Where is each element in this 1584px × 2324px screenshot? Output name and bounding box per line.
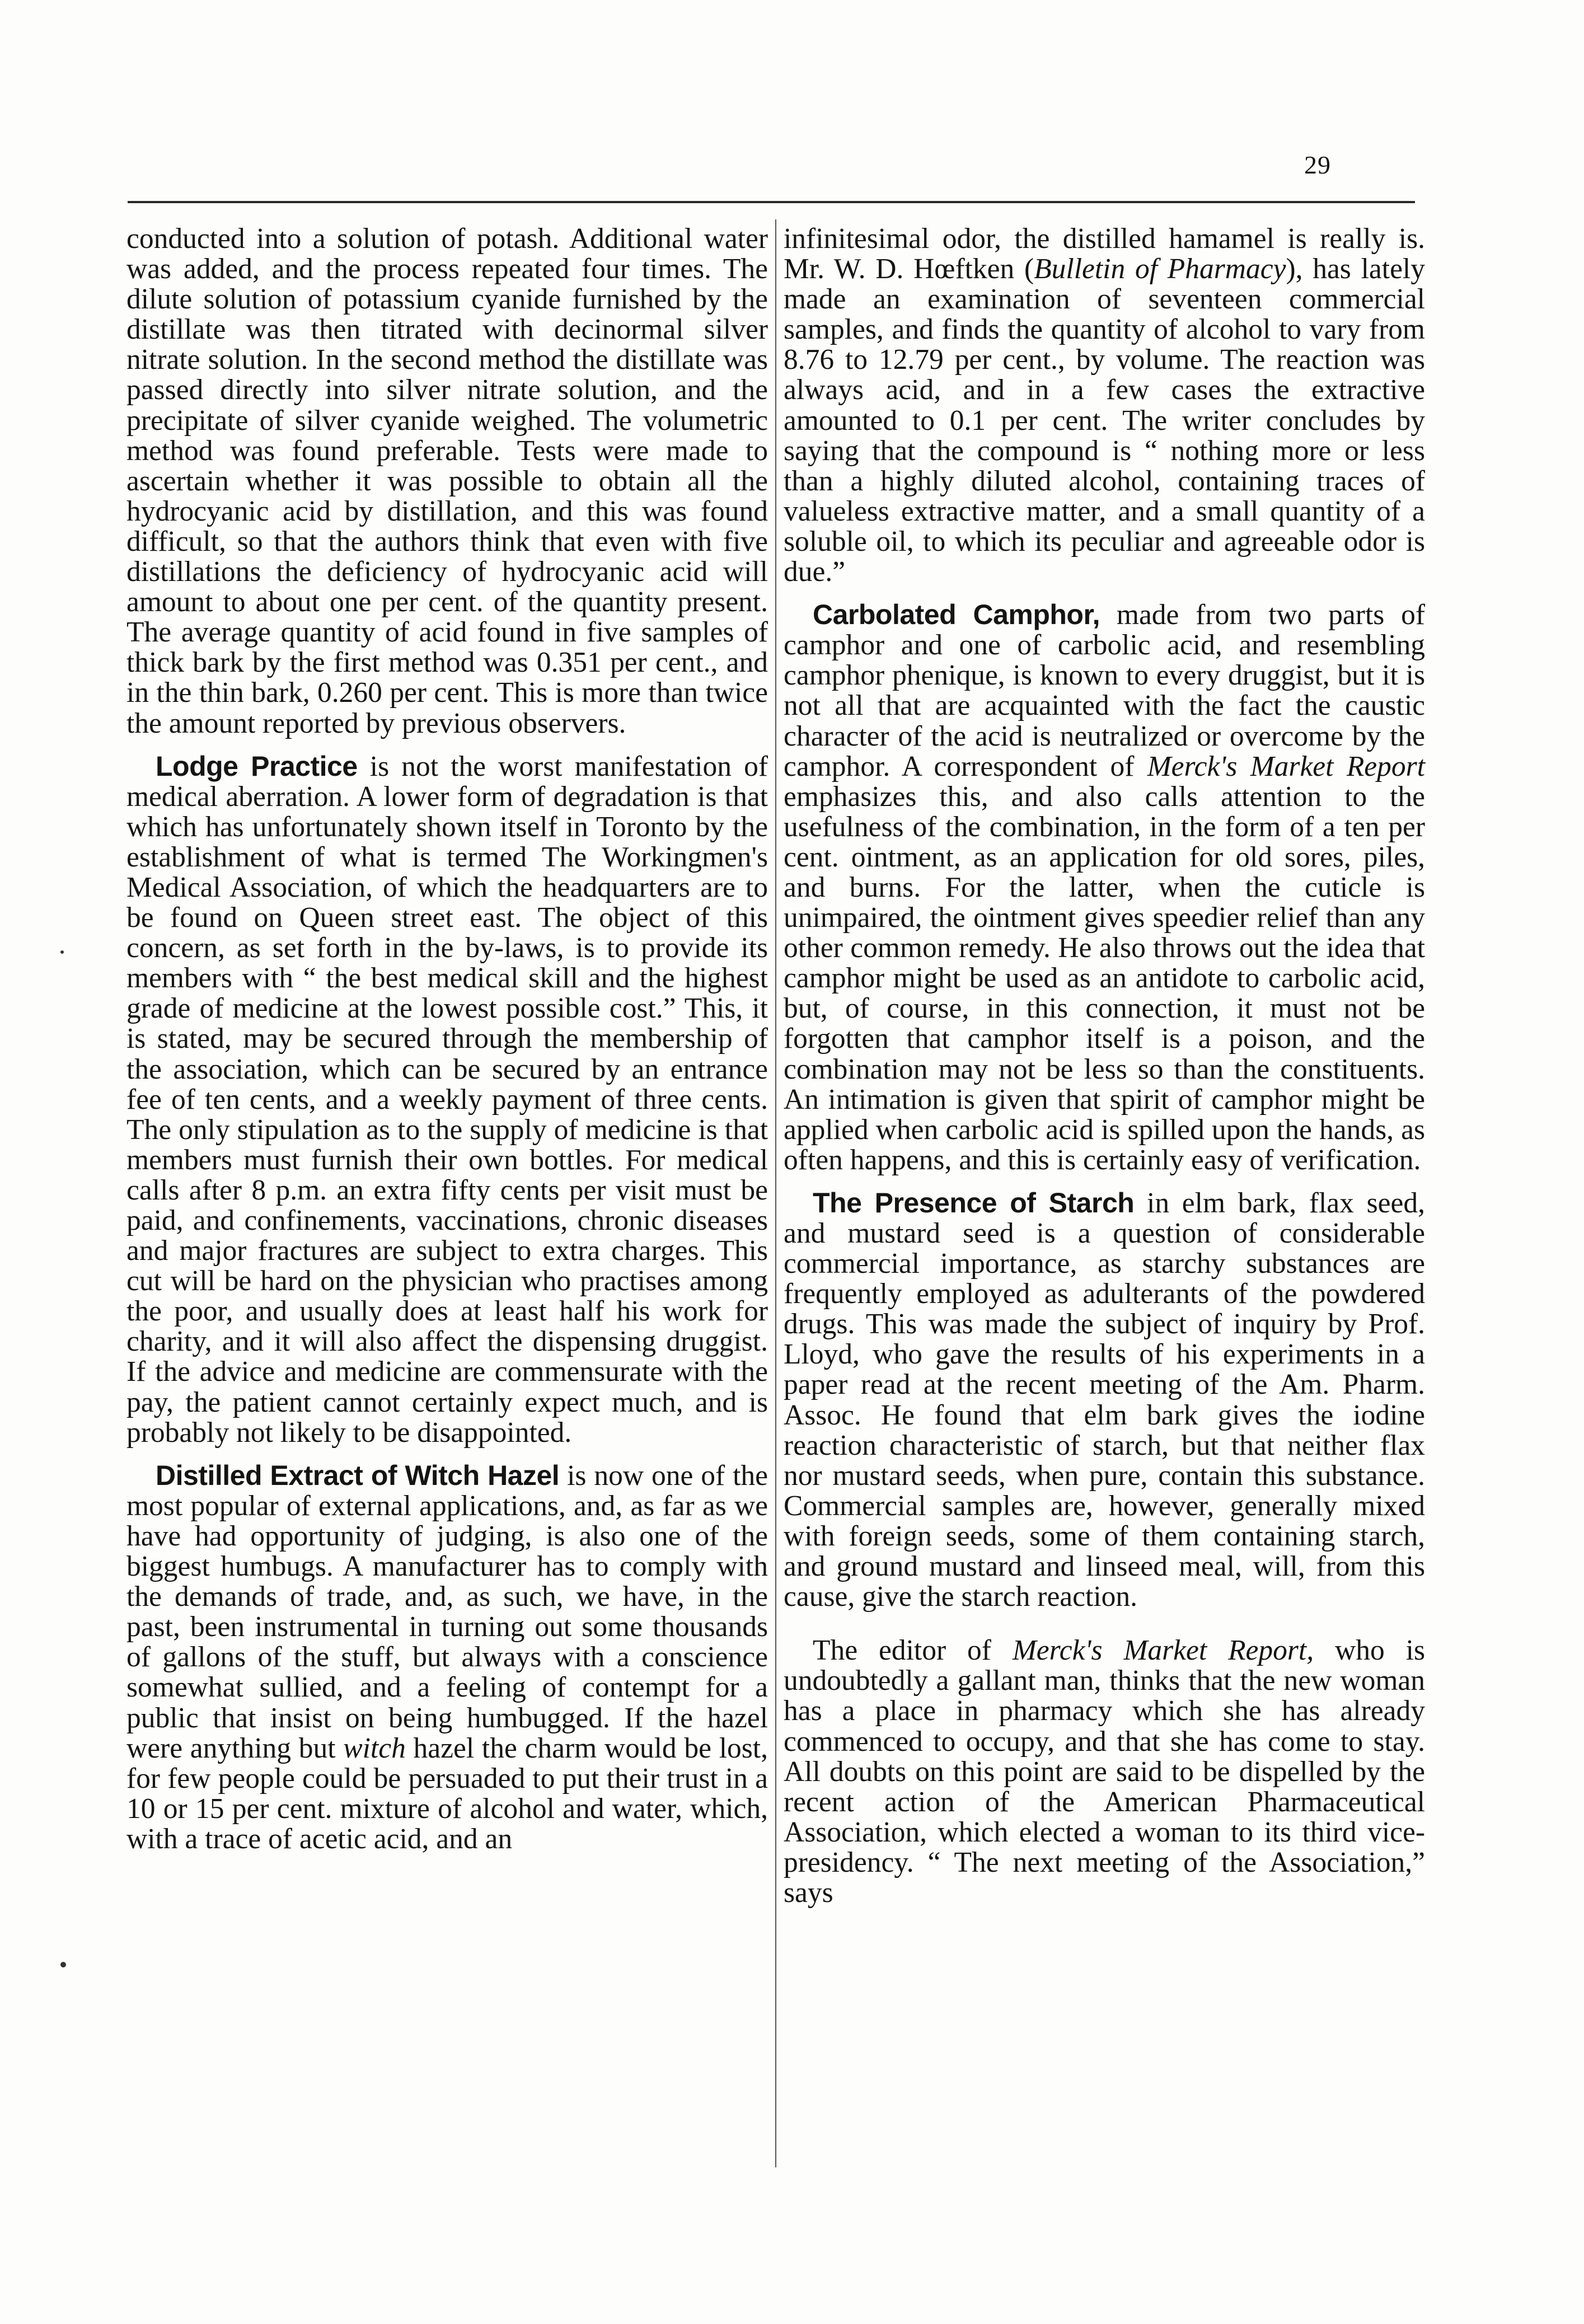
section-heading-presence-of-starch: The Presence of Starch	[813, 1187, 1135, 1219]
paragraph-presence-of-starch	[784, 1188, 1425, 1612]
paragraph-text: in elm bark, flax seed, and mustard seed is a question of considerable commercial importance, as starchy substances are frequently employed as adulterants of the powdered drugs. This was made the subject of inquiry by Prof. Lloyd, who gave the results of his experiments in a paper read at the recent meeting of the Am. Pharm. Assoc. He found that elm bark gives the iodine reaction characteristic of starch, but that neither flax nor mustard seeds, when pure, contain this substance. Commercial samples are, however, generally mixed with foreign seeds, some of them containing starch, and ground mustard and linseed meal, will, from this cause, give the starch reaction.	[784, 1187, 1425, 1613]
paragraph-hydrocyanic: conducted into a solution of potash. Additional water was added, and the process repeated four times. The dilute solution of potassium cyanide furnished by the distillate was then titrated with decinormal silver nitrate solution. In the second method the distillate was passed directly into silver nitrate solution, and the precipitate of silver cyanide weighed. The volumetric method was found preferable. Tests were made to ascertain whether it was possible to obtain all the hydrocyanic acid by distillation, and this was found difficult, so that the authors think that even with five distillations the deficiency of hydrocyanic acid will amount to about one per cent. of the quantity present. The average quantity of acid found in five samples of thick bark by the first method was 0.351 per cent., and in the thin bark, 0.260 per cent. This is more than twice the amount reported by previous observers.	[126, 223, 768, 739]
journal-title: Merck's Market Report	[1147, 750, 1425, 783]
paragraph-text: is now one of the most popular of external applications, and, as far as we have had opportunity of judging, is also one of the biggest humbugs. A manufacturer has to comply with the demands of trade, and, as such, we have, in the past, been instrumental in turning out some thousands of gallons of the stuff, but always with a conscience somewhat sullied, and a feeling of contempt for a public that insist on being humbugged. If the hazel were anything but	[126, 1459, 768, 1764]
page-number: 29	[1304, 151, 1331, 179]
paragraph-text: infinitesimal odor, the distilled hamamel is really is. Mr. W. D. Hœftken (	[784, 223, 1425, 285]
column-divider	[775, 219, 776, 2167]
header-rule	[128, 201, 1415, 203]
italic-word: witch	[343, 1732, 406, 1764]
journal-title: Merck's Market Report,	[1012, 1634, 1314, 1667]
paragraph-witch-hazel	[126, 1460, 768, 1854]
margin-mark	[60, 950, 64, 954]
paragraph-lodge-practice	[126, 751, 768, 1448]
section-heading-carbolated-camphor: Carbolated Camphor,	[813, 599, 1100, 631]
left-column	[126, 224, 768, 1854]
paragraph-editor-new-woman	[784, 1636, 1425, 1908]
paragraph-text: hazel the charm would be lost, for few people could be persuaded to put their trust in a 10 or 15 per cent. mixture of alcohol and water, which, with a trace of acetic acid, and an	[126, 1732, 768, 1855]
paragraph-text: is not the worst manifestation of medical aberration. A lower form of degradation is that which has unfortunately shown itself in Toronto by the establishment of what is termed The Workingmen's Medical Association, of which the headquarters are to be found on Queen street east. The object of this concern, as set forth in the by-laws, is to provide its members with “ the best medical skill and the highest grade of medicine at the lowest possible cost.” This, it is stated, may be secured through the membership of the association, which can be secured by an entrance fee of ten cents, and a weekly payment of three cents. The only stipulation as to the supply of medicine is that members must furnish their own bottles. For medical calls after 8 p.m. an extra fifty cents per visit must be paid, and confinements, vaccinations, chronic diseases and major fractures are subject to extra charges. This cut will be hard on the physician who practises among the poor, and usually does at least half his work for charity, and it will also affect the dispensing druggist. If the advice and medicine are commensurate with the pay, the patient cannot certainly expect much, and is probably not likely to be disappointed.	[126, 750, 768, 1449]
margin-mark	[60, 1962, 66, 1967]
section-heading-witch-hazel: Distilled Extract of Witch Hazel	[156, 1459, 560, 1491]
journal-title: Bulletin of Pharmacy	[1034, 253, 1286, 285]
paragraph-text: emphasizes this, and also calls attention to the usefulness of the combination, in the form of a ten per cent. ointment, as an application for old sores, piles, and burns. For the latter, when the cuticle is unimpaired, the ointment gives speedier relief than any other common remedy. He also throws out the idea that camphor might be used as an antidote to carbolic acid, but, of course, in this connection, it must not be forgotten that camphor itself is a poison, and the combination may not be less so than the constituents. An intimation is given that spirit of camphor might be applied when carbolic acid is spilled upon the hands, as often happens, and this is certainly easy of verification.	[784, 780, 1425, 1176]
paragraph-witch-hazel-continued	[784, 224, 1425, 587]
paragraph-carbolated-camphor	[784, 599, 1425, 1175]
paragraph-text: made from two parts of camphor and one of carbolic acid, and resembling camphor phenique, is known to every druggist, but it is not all that are acquainted with the fact the caustic character of the acid is neutralized or overcome by the camphor. A correspondent of	[784, 599, 1425, 783]
right-column	[784, 224, 1425, 1908]
paragraph-text: The editor of	[813, 1634, 1013, 1667]
paragraph-text: who is undoubtedly a gallant man, thinks that the new woman has a place in pharmacy which she has already commenced to occupy, and that she has come to stay. All doubts on this point are said to be dispelled by the recent action of the American Pharmaceutical Association, which elected a woman to its third vice-presidency. “ The next meeting of the Association,” says	[784, 1634, 1426, 1909]
paragraph-text: ), has lately made an examination of seventeen commercial samples, and finds the quantity of alcohol to vary from 8.76 to 12.79 per cent., by volume. The reaction was always acid, and in a few cases the extractive amounted to 0.1 per cent. The writer concludes by saying that the compound is “ nothing more or less than a highly diluted alcohol, containing traces of valueless extractive matter, and a small quantity of a soluble oil, to which its peculiar and agreeable odor is due.”	[784, 253, 1425, 588]
section-heading-lodge-practice: Lodge Practice	[156, 750, 358, 782]
